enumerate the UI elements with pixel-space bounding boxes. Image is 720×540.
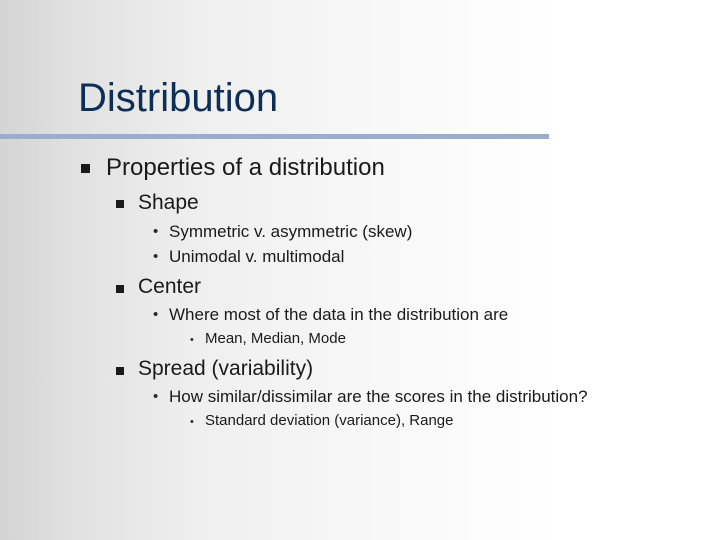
- bullet-spread: Spread (variability): [138, 357, 314, 380]
- square-bullet-icon: [116, 285, 124, 293]
- bullet-center: Center: [138, 275, 202, 298]
- shape-item-symmetric: Symmetric v. asymmetric (skew): [169, 222, 413, 241]
- dot-bullet-icon: •: [190, 334, 194, 346]
- dot-bullet-icon: •: [190, 416, 194, 428]
- shape-item-unimodal: Unimodal v. multimodal: [169, 247, 345, 266]
- dot-bullet-icon: •: [153, 248, 159, 265]
- bullet-shape: Shape: [138, 191, 199, 214]
- square-bullet-icon: [81, 164, 90, 173]
- square-bullet-icon: [116, 200, 124, 208]
- center-subitem: Mean, Median, Mode: [205, 330, 346, 347]
- bullet-properties: Properties of a distribution: [106, 154, 385, 181]
- spread-item: How similar/dissimilar are the scores in the distribution?: [169, 387, 588, 406]
- dot-bullet-icon: •: [153, 388, 159, 405]
- dot-bullet-icon: •: [153, 223, 159, 240]
- slide-title: Distribution: [78, 76, 279, 120]
- spread-subitem: Standard deviation (variance), Range: [205, 412, 454, 429]
- dot-bullet-icon: •: [153, 306, 159, 323]
- title-underline: [0, 134, 549, 139]
- center-item: Where most of the data in the distribution are: [169, 305, 509, 324]
- square-bullet-icon: [116, 367, 124, 375]
